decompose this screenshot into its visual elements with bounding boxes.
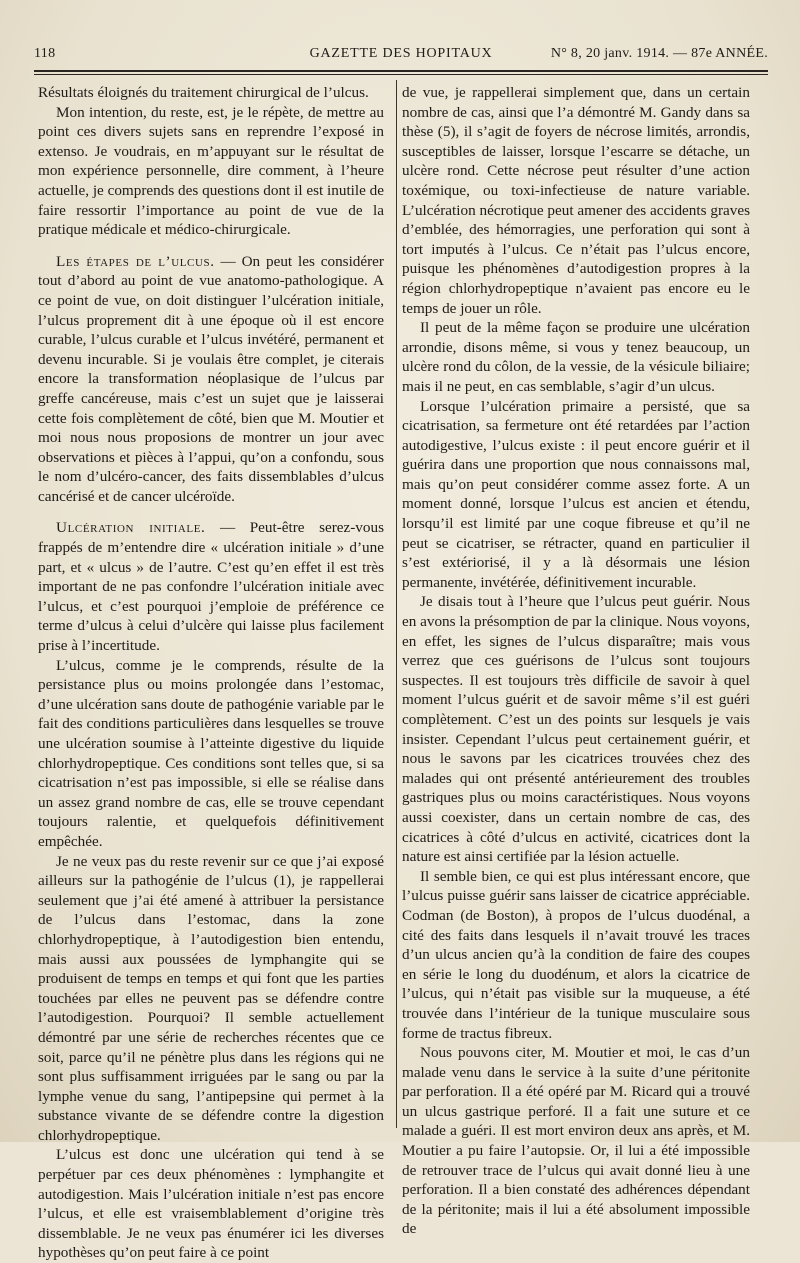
header-rule [34, 70, 768, 72]
section-heading: Les étapes de l’ulcus. [56, 252, 215, 270]
paragraph: Résultats éloignés du traitement chirurgical de l’ulcus. [38, 84, 369, 101]
page-header [34, 44, 768, 64]
section-paragraph [38, 252, 384, 507]
paragraph: Je ne veux pas du reste revenir sur ce que j’ai exposé ailleurs sur la pathogénie de l’ulcus (1), je rappellerai seulement que j’ai été amené à attribuer la persistance de l’ulcus dans l’estomac, dans la zone chlorhydropeptique, à l’autodigestion bien entendu, mais aussi aux poussées de lymphangite qui se produisent de temps en temps et qui font que les parties touchées par elles ne peuvent pas se défendre contre l’autodigestion. Pourquoi? Il semble actuellement démontré par une série de recherches récentes que ce soit, parce qu’il ne pénètre plus dans les régions qui ne sont plus suffisamment irriguées par le sang ou par la lymphe venue du sang, l’antipepsine qui permet à la substance vivante de se défendre contre la digestion chlorhydropeptique. [38, 852, 384, 1144]
paragraph: L’ulcus, comme je le comprends, résulte de la persistance plus ou moins prolongée dans l’estomac, d’une ulcération sans doute de pathogénie variable par le fait des conditions particulières dans lesquelles se trouve une ulcération soumise à l’atteinte digestive du liquide chlorhydropeptique. Ces conditions sont telles que, si sa cicatrisation n’est pas impossible, si elle se réalise dans un assez grand nombre de cas, elle se trouve cependant toujours ralentie, et quelquefois définitivement empêchée. [38, 656, 384, 850]
left-column [38, 83, 384, 1263]
paragraph-text: — Peut-être serez-vous frappés de m’entendre dire « ulcération initiale » d’une part, et « ulcus » de l’autre. C’est qu’en effet il est très important de ne pas confondre l’ulcération initiale avec l’ulcus, et c’est pourquoi j’emploie de préférence ce terme d’ulcus à celui d’ulcère qui laisse plus facilement prise à l’incertitude. [38, 519, 385, 655]
right-column [402, 83, 750, 1239]
page-number: 118 [34, 46, 56, 61]
paragraph-text: — On peut les considérer tout d’abord au point de vue anatomo-pathologique. A ce point de vue, on doit distinguer l’ulcération initiale, l’ulcus proprement dit à une époque où il est encore curable, l’ulcus curable et l’ulcus invétéré, permanent et devenu incurable. Si je voulais être complet, je citerais encore la transformation néoplasique de l’ulcus par greffe cancéreuse, mais c’est un sujet que je laisserai cette fois complètement de côté, bien que M. Moutier et moi nous nous proposions de montrer un jour avec observations et pièces à l’appui, qu’on a confondu, sous le nom d’ulcéro-cancer, des faits dissemblables d’ulcus cancérisé et de cancer ulcéroïde. [38, 252, 384, 505]
section-paragraph [38, 518, 384, 655]
column-divider [396, 80, 397, 1128]
journal-title: GAZETTE DES HOPITAUX [309, 46, 493, 61]
paragraph: Je disais tout à l’heure que l’ulcus peut guérir. Nous en avons la présomption de par la clinique. Nous voyons, en effet, les signes de l’ulcus disparaître; mais vous verrez que ces guérisons de l’ulcus sont toujours suspectes. Il est toujours très difficile de savoir à quel moment l’ulcus guérit et de savoir même s’il est guéri complètement. C’est un des points sur lesquels je vais insister. Cependant l’ulcus peut certainement guérir, et nous le savons par les cicatrices trouvées chez des malades qui ont présenté antérieurement des troubles gastriques plus ou moins caractéristiques. Nous voyons aussi coexister, dans un certain nombre de cas, des cicatrices à côté d’ulcus en activité, cicatrices dont la nature est ainsi certifiée par la lésion actuelle. [402, 593, 750, 866]
paragraph: Nous pouvons citer, M. Moutier et moi, le cas d’un malade venu dans le service à la suite d’une péritonite par perforation. Il a été opéré par M. Ricard qui a trouvé un ulcus gastrique perforé. Il a fait une suture et ce malade a guéri. Il est mort environ deux ans après, et M. Moutier a pu faire l’autopsie. Or, il lui a été impossible de retrouver trace de l’ulcus qui avait donné lieu à une perforation. Il a bien constaté des adhérences dépendant de la péritonite; mais il lui a été absolument impossible de [402, 1044, 750, 1238]
header-rule-thin [34, 74, 768, 75]
paragraph: Mon intention, du reste, est, je le répète, de mettre au point ces divers sujets sans en reprendre l’exposé in extenso. Je voudrais, en m’appuyant sur le résultat de mon expérience personnelle, dire comment, à l’heure actuelle, je comprends des questions dont il est inutile de faire ressortir l’importance au point de vue de la pratique médicale et médico-chirurgicale. [38, 103, 384, 239]
paragraph: de vue, je rappellerai simplement que, dans un certain nombre de cas, ainsi que l’a démontré M. Gandy dans sa thèse (5), il s’agit de foyers de nécrose limités, arrondis, susceptibles de laisser, lorsque l’escarre se détache, un ulcère rond. Cette nécrose peut résulter d’une action toxémique, ou toxi-infectieuse de nature variable. L’ulcération nécrotique peut amener des accidents graves d’emblée, des hémorragies, une perforation qui sont à tort imputés à l’ulcus. Ce n’était pas l’ulcus encore, puisque les phénomènes d’autodigestion propres à la région chlorhydropeptique n’avaient pas encore eu le temps de jouer un rôle. [402, 84, 750, 317]
paragraph: Lorsque l’ulcération primaire a persisté, que sa cicatrisation, sa fermeture ont été retardées par l’action autodigestive, l’ulcus existe : il peut encore guérir et il guérira dans une proportion que nous connaissons mal, mais qu’on peut considérer comme assez forte. A un moment donné, lorsque l’ulcus est ancien et étendu, lorsqu’il est limité par une coque fibreuse et qu’il ne peut se cicatriser, se rétracter, quand en particulier il s’est extériorisé, il y a là désormais une lésion permanente, invétérée, définitivement incurable. [402, 397, 750, 591]
paragraph: Il peut de la même façon se produire une ulcération arrondie, disons même, si vous y tenez beaucoup, un ulcère rond du côlon, de la vessie, de la vésicule biliaire; mais il ne peut, en cas semblable, s’agir d’un ulcus. [402, 319, 750, 395]
issue-info: N° 8, 20 janv. 1914. — 87e ANNÉE. [550, 46, 768, 61]
paragraph: Il semble bien, ce qui est plus intéressant encore, que l’ulcus puisse guérir sans laisser de cicatrice appréciable. Codman (de Boston), à propos de l’ulcus duodénal, a cité des faits dans lesquels il n’avait trouvé les traces d’un ulcus ancien qu’à la condition de faire des coupes en série le long du duodénum, et alors la cicatrice de l’ulcus, qui n’était pas visible sur la muqueuse, a été trouvée dans l’intérieur de la tunique musculaire sous forme de tractus fibreux. [402, 867, 750, 1042]
section-heading: Ulcération initiale. [56, 519, 206, 537]
paragraph: L’ulcus est donc une ulcération qui tend à se perpétuer par ces deux phénomènes : lymphangite et autodigestion. Mais l’ulcération initiale n’est pas encore l’ulcus, et elle est vraisemblablement d’origine très dissemblable. Je ne veux pas énumérer ici les diverses hypothèses qu’on peut faire à ce point [38, 1146, 384, 1262]
